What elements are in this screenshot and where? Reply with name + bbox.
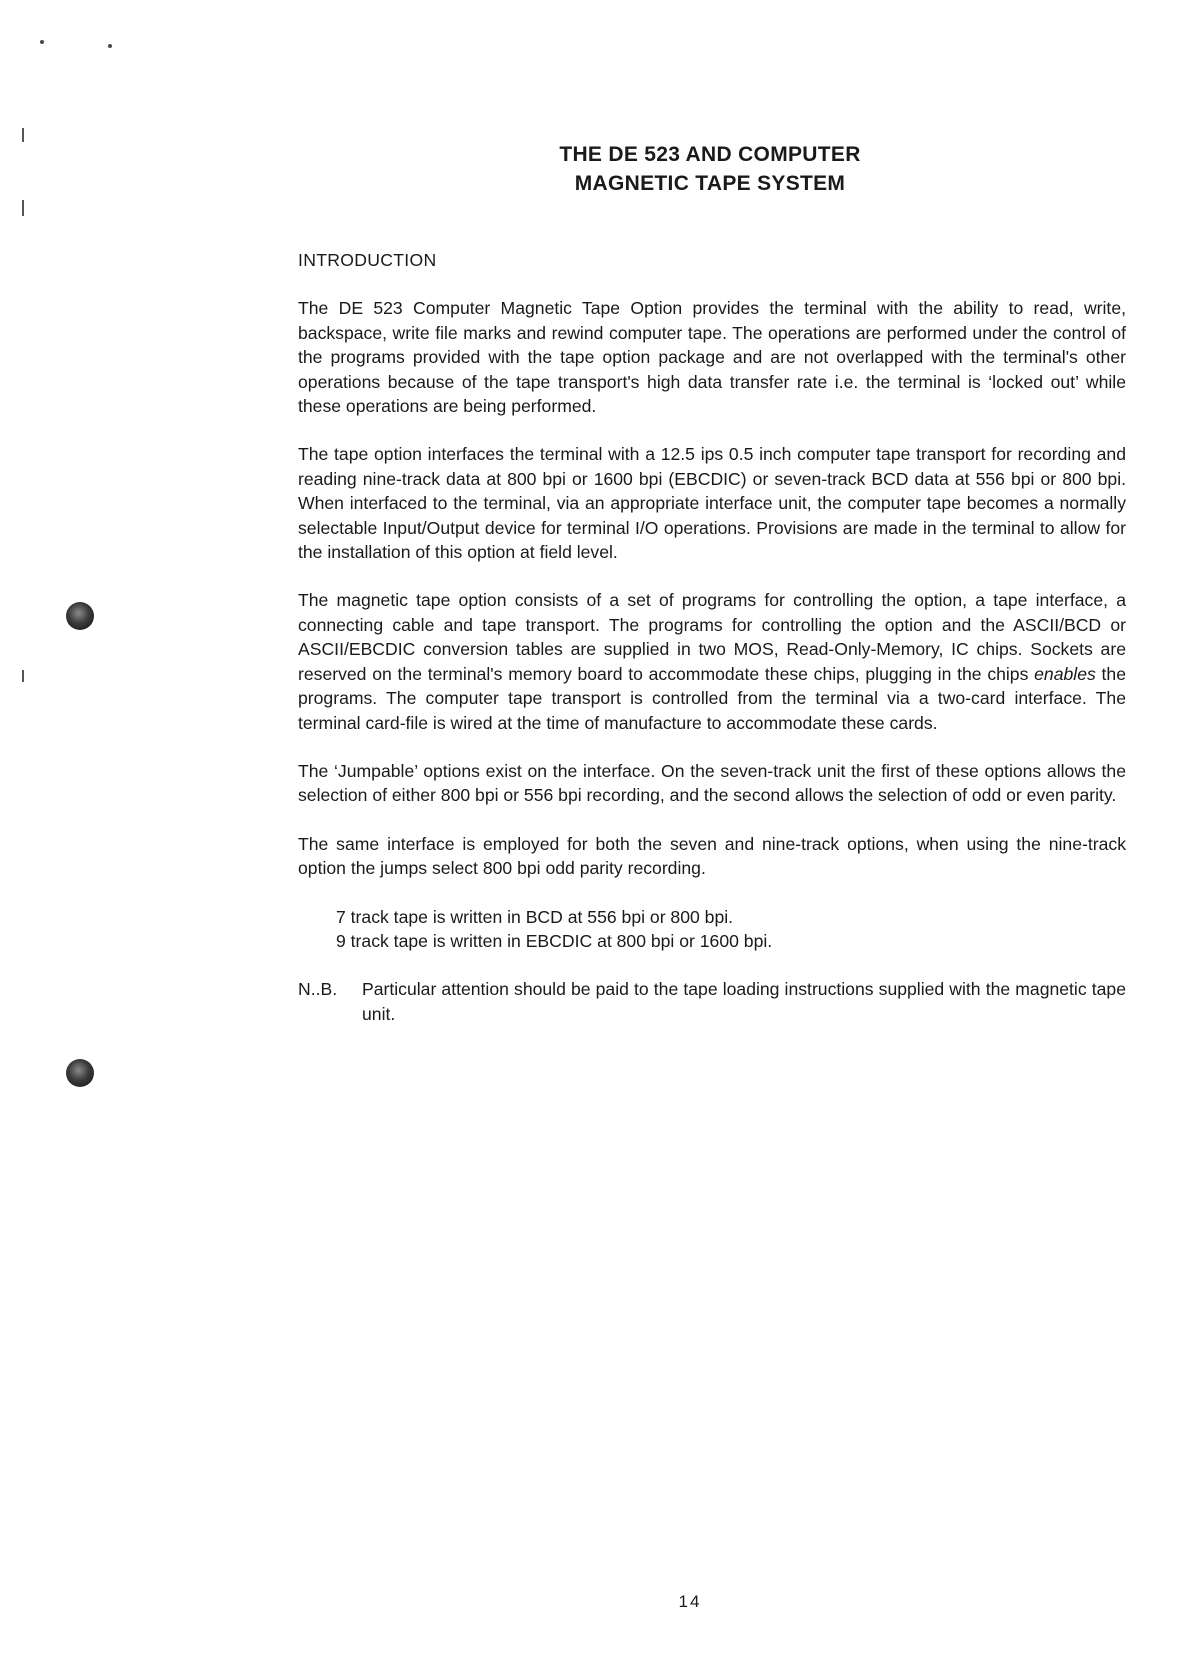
scan-speck xyxy=(40,40,44,44)
punch-hole-bottom xyxy=(66,1059,94,1087)
note xyxy=(298,977,1126,1026)
scan-mark xyxy=(22,128,24,142)
scan-mark xyxy=(22,200,24,216)
list-item: 7 track tape is written in BCD at 556 bpi or 800 bpi. xyxy=(336,906,734,927)
scan-speck xyxy=(108,44,112,48)
list-item: 9 track tape is written in EBCDIC at 800 bpi or 1600 bpi. xyxy=(336,930,773,951)
paragraph-3: The magnetic tape option consists of a set of programs for controlling the option, a tape interface, a connecting cable and tape transport. The programs for controlling the option and the ASCII/BCD or ASCII/EBCDIC conversion tables are supplied in two MOS, Read-Only-Memory, IC chips. Sockets are reserved on the terminal's memory board to accommodate these chips, plugging in the chips enables the programs. The computer tape transport is controlled from the terminal via a two-card interface. The terminal card-file is wired at the time of manufacture to accommodate these cards. xyxy=(298,590,1126,733)
section-heading: INTRODUCTION xyxy=(298,250,437,270)
paragraph-1: The DE 523 Computer Magnetic Tape Option provides the terminal with the ability to read, write, backspace, write file marks and rewind computer tape. The operations are performed under the control of the programs provided with the tape option package and are not overlapped with the terminal's other operations because of the tape transport's high data transfer rate i.e. the terminal is ‘locked out’ while these operations are being performed. xyxy=(298,298,1126,417)
title-line-2: MAGNETIC TAPE SYSTEM xyxy=(574,172,846,195)
scan-mark xyxy=(22,670,24,682)
page-number: 14 xyxy=(678,1592,702,1611)
note-label: N..B. xyxy=(298,979,338,1000)
emphasis: enables xyxy=(1034,663,1096,684)
paragraph-2: The tape option interfaces the terminal with a 12.5 ips 0.5 inch computer tape transport for recording and reading nine-track data at 800 bpi or 1600 bpi (EBCDIC) or seven-track BCD data at 556 bpi or 800 bpi. When interfaced to the terminal, via an appropriate interface unit, the computer tape becomes a normally selectable Input/Output device for terminal I/O operations. Provisions are made in the terminal to allow for the installation of this option at field level. xyxy=(298,444,1126,563)
document-body xyxy=(298,248,1126,1026)
punch-hole-top xyxy=(66,602,94,630)
paragraph-4: The ‘Jumpable’ options exist on the interface. On the seven-track unit the first of these options allows the selection of either 800 bpi or 556 bpi recording, and the second allows the selection of odd or even parity. xyxy=(298,760,1126,806)
document-title xyxy=(420,140,1000,198)
title-line-1: THE DE 523 AND COMPUTER xyxy=(559,143,861,166)
track-list xyxy=(298,905,1126,954)
paragraph-5: The same interface is employed for both the seven and nine-track options, when using the nine-track option the jumps select 800 bpi odd parity recording. xyxy=(298,833,1126,879)
note-text: Particular attention should be paid to the tape loading instructions supplied with the magnetic tape unit. xyxy=(362,979,1126,1024)
